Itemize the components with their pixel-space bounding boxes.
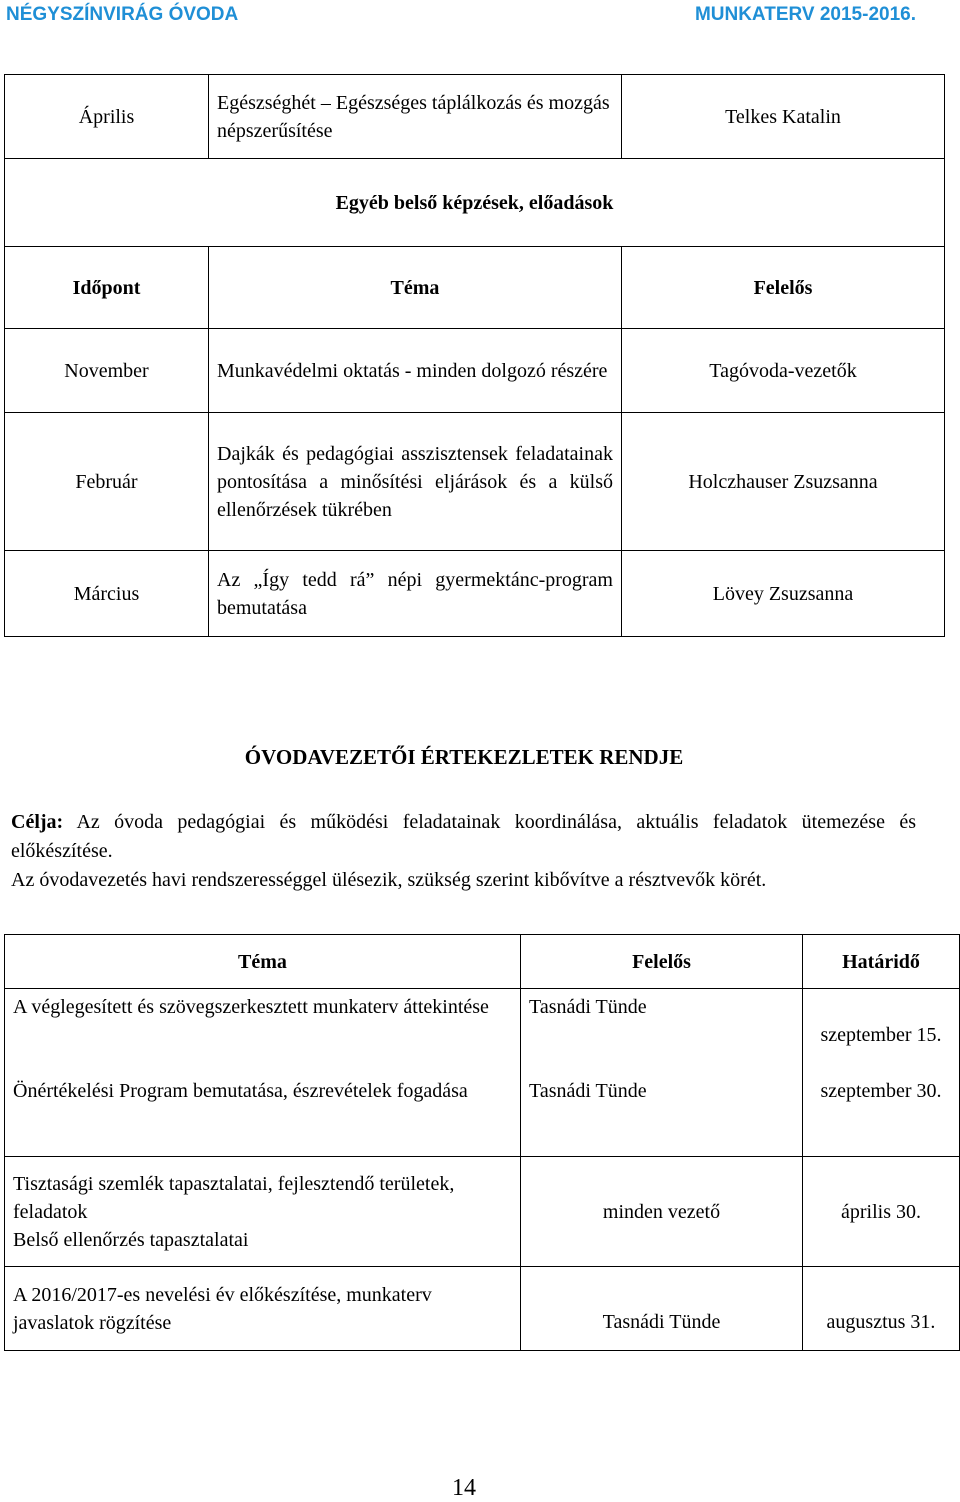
topic-cell: Egészséghét – Egészséges táplálkozás és mozgás népszerűsítése <box>209 75 622 159</box>
table-row <box>5 551 945 637</box>
responsible-cell: Telkes Katalin <box>622 75 945 159</box>
header-responsible: Felelős <box>521 935 803 989</box>
topic-cell: Munkavédelmi oktatás - minden dolgozó részére <box>209 329 622 413</box>
responsible-cell <box>521 989 803 1157</box>
table-row <box>5 75 945 159</box>
section-title-row <box>5 159 945 247</box>
header-responsible: Felelős <box>622 247 945 329</box>
header-deadline: Határidő <box>803 935 960 989</box>
deadline-cell: április 30. <box>803 1157 960 1267</box>
meetings-note: Az óvodavezetés havi rendszerességgel ülésezik, szükség szerint kibővítve a résztvevők körét. <box>11 869 767 891</box>
header-plan-title: MUNKATERV 2015-2016. <box>694 4 916 25</box>
month-cell: Április <box>5 75 209 159</box>
responsible-cell: Lövey Zsuzsanna <box>622 551 945 637</box>
topic-cell: A 2016/2017-es nevelési év előkészítése, munkaterv javaslatok rögzítése <box>5 1267 521 1351</box>
table-row <box>5 329 945 413</box>
section-title: Egyéb belső képzések, előadások <box>5 159 945 247</box>
page-header <box>0 0 960 34</box>
responsible-cell: Tagóvoda-vezetők <box>622 329 945 413</box>
training-table <box>4 74 945 637</box>
goal-paragraph <box>11 808 916 866</box>
responsible-item: Tasnádi Tünde <box>529 1080 647 1102</box>
meetings-goal <box>11 808 916 895</box>
header-topic: Téma <box>5 935 521 989</box>
header-topic: Téma <box>209 247 622 329</box>
header-kindergarten-name: NÉGYSZÍNVIRÁG ÓVODA <box>6 4 239 25</box>
deadline-item: szeptember 15. <box>820 1024 942 1046</box>
topic-item: Tisztasági szemlék tapasztalatai, fejlesztendő területek, feladatok <box>13 1172 455 1223</box>
responsible-cell: Holczhauser Zsuzsanna <box>622 413 945 551</box>
table-row <box>5 989 960 1157</box>
page-number: 14 <box>452 1475 476 1501</box>
month-cell: Február <box>5 413 209 551</box>
header-time: Időpont <box>5 247 209 329</box>
responsible-cell: Tasnádi Tünde <box>521 1267 803 1351</box>
topic-cell: Dajkák és pedagógiai asszisztensek feladatainak pontosítása a minősítési eljárások és a külső ellenőrzések tükrében <box>209 413 622 551</box>
topic-item: A véglegesített és szövegszerkesztett munkaterv áttekintése <box>13 996 489 1018</box>
meetings-title: ÓVODAVEZETŐI ÉRTEKEZLETEK RENDJE <box>244 745 684 769</box>
table-row <box>5 413 945 551</box>
deadline-cell <box>803 989 960 1157</box>
table-row <box>5 1267 960 1351</box>
goal-label: Célja: <box>11 811 64 833</box>
deadline-cell: augusztus 31. <box>803 1267 960 1351</box>
header-row <box>5 935 960 989</box>
month-cell: Március <box>5 551 209 637</box>
topic-item: Belső ellenőrzés tapasztalatai <box>13 1228 249 1251</box>
topic-cell: Az „Így tedd rá” népi gyermektánc-program bemutatása <box>209 551 622 637</box>
goal-text: Az óvoda pedagógiai és működési feladatainak koordinálása, aktuális feladatok ütemezése és előkészítése. <box>11 811 916 862</box>
header-row <box>5 247 945 329</box>
topic-cell <box>5 989 521 1157</box>
responsible-item: Tasnádi Tünde <box>529 996 647 1018</box>
table-row <box>5 1157 960 1267</box>
topic-item: Önértékelési Program bemutatása, észrevételek fogadása <box>13 1080 468 1102</box>
topic-cell <box>5 1157 521 1267</box>
responsible-cell: minden vezető <box>521 1157 803 1267</box>
month-cell: November <box>5 329 209 413</box>
deadline-item: szeptember 30. <box>820 1080 942 1102</box>
meetings-table <box>4 934 960 1351</box>
